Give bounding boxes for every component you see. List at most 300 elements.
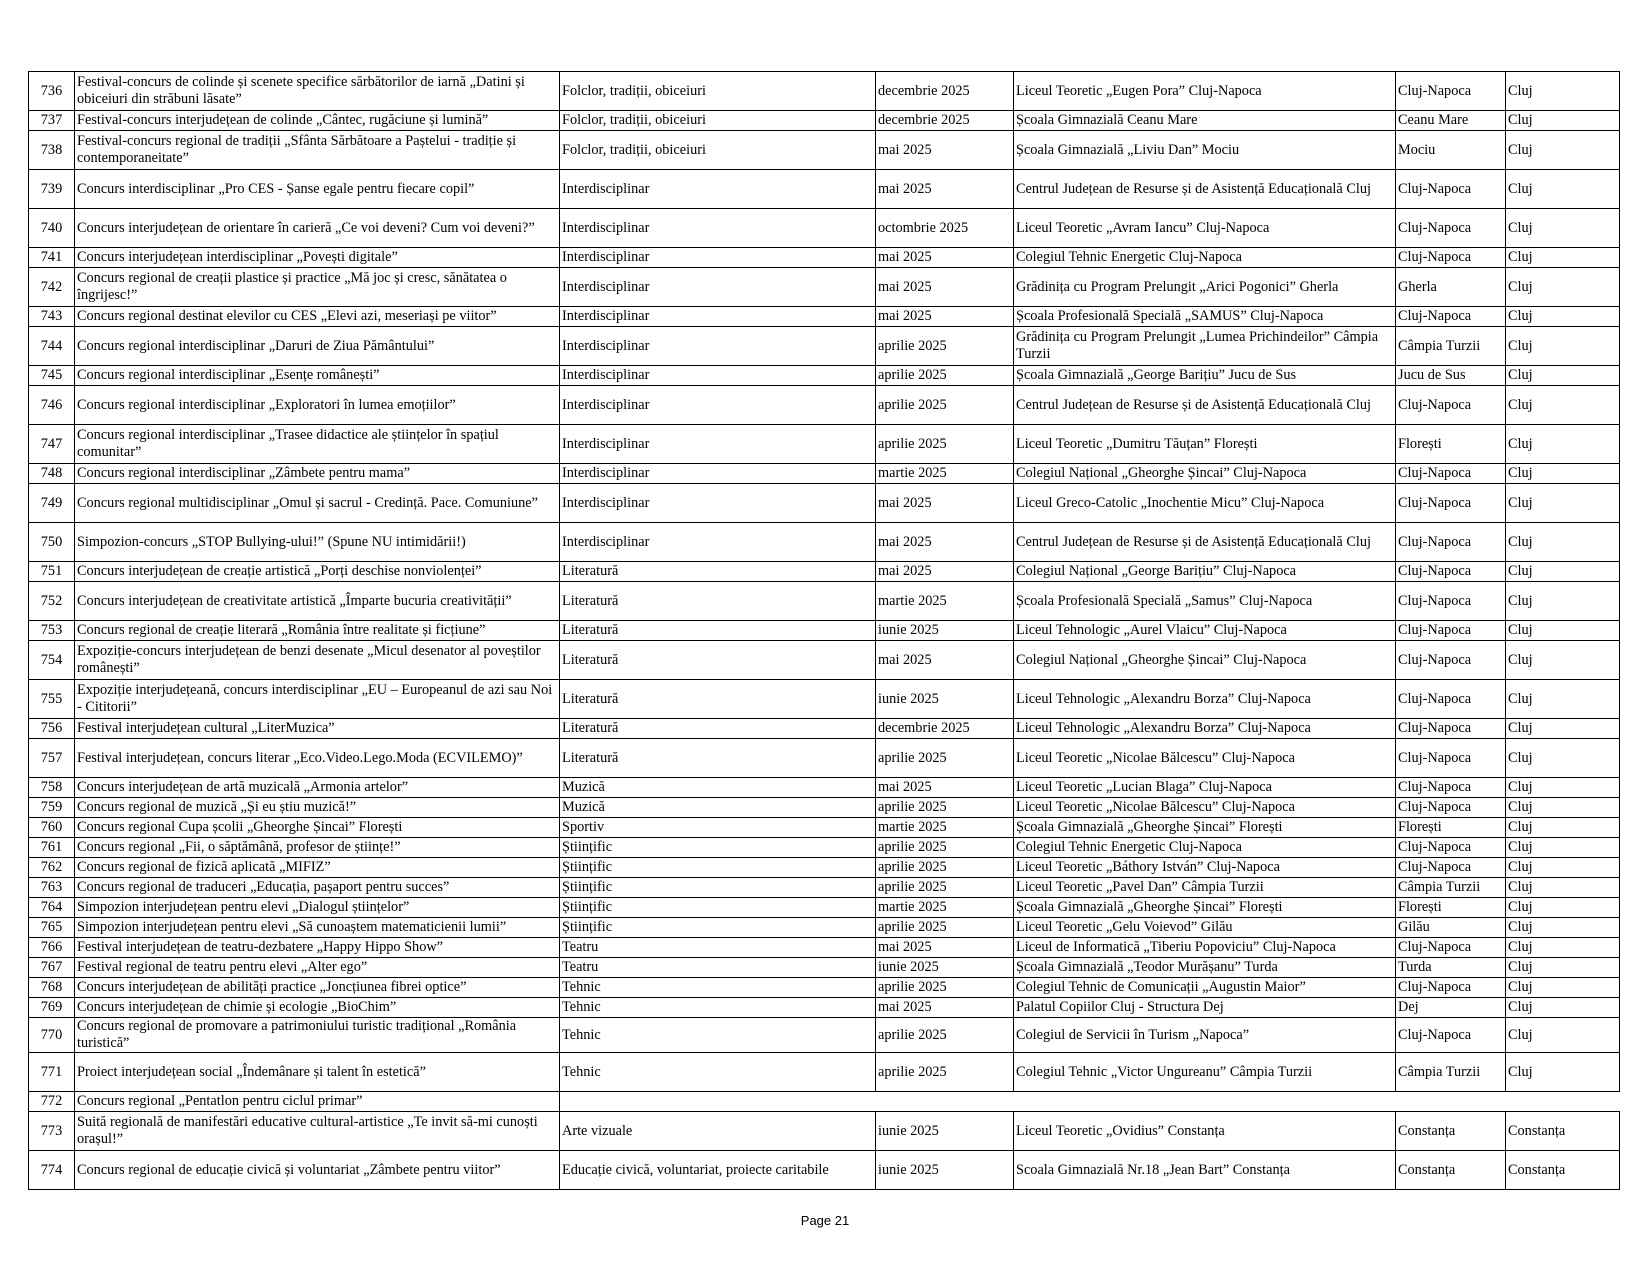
table-row bbox=[29, 248, 1620, 268]
county-cell: Cluj bbox=[1506, 641, 1620, 680]
row-number: 744 bbox=[29, 327, 75, 366]
domain-cell: Literatură bbox=[560, 562, 876, 582]
date-cell: martie 2025 bbox=[876, 464, 1014, 484]
competition-title: Concurs interjudețean interdisciplinar „Povești digitale” bbox=[75, 248, 560, 268]
row-number: 774 bbox=[29, 1151, 75, 1190]
date-cell: decembrie 2025 bbox=[876, 72, 1014, 111]
county-cell: Cluj bbox=[1506, 268, 1620, 307]
domain-cell: Arte vizuale bbox=[560, 1112, 876, 1151]
domain-cell: Folclor, tradiții, obiceiuri bbox=[560, 72, 876, 111]
row-number: 766 bbox=[29, 938, 75, 958]
date-cell: mai 2025 bbox=[876, 778, 1014, 798]
row-number: 755 bbox=[29, 680, 75, 719]
competition-title: Concurs interjudețean de chimie și ecologie „BioChim” bbox=[75, 998, 560, 1018]
date-cell: martie 2025 bbox=[876, 818, 1014, 838]
row-number: 768 bbox=[29, 978, 75, 998]
organizer-cell: Școala Gimnazială „Liviu Dan” Mociu bbox=[1014, 131, 1396, 170]
locality-cell: Cluj-Napoca bbox=[1396, 562, 1506, 582]
county-cell: Cluj bbox=[1506, 484, 1620, 523]
competition-title: Concurs regional interdisciplinar „Zâmbete pentru mama” bbox=[75, 464, 560, 484]
competition-title: Concurs interjudețean de creativitate artistică „Împarte bucuria creativității” bbox=[75, 582, 560, 621]
locality-cell: Cluj-Napoca bbox=[1396, 719, 1506, 739]
county-cell: Cluj bbox=[1506, 386, 1620, 425]
locality-cell: Florești bbox=[1396, 425, 1506, 464]
competition-title: Concurs interjudețean de artă muzicală „Armonia artelor” bbox=[75, 778, 560, 798]
competition-title: Concurs regional interdisciplinar „Daruri de Ziua Pământului” bbox=[75, 327, 560, 366]
county-cell: Cluj bbox=[1506, 72, 1620, 111]
county-cell: Cluj bbox=[1506, 1018, 1620, 1053]
domain-cell: Interdisciplinar bbox=[560, 209, 876, 248]
competition-title: Concurs regional interdisciplinar „Trasee didactice ale științelor în spațiul comunitar” bbox=[75, 425, 560, 464]
organizer-cell: Liceul Teoretic „Eugen Pora” Cluj-Napoca bbox=[1014, 72, 1396, 111]
row-number: 773 bbox=[29, 1112, 75, 1151]
county-cell: Cluj bbox=[1506, 562, 1620, 582]
domain-cell: Sportiv bbox=[560, 818, 876, 838]
organizer-cell: Școala Gimnazială „Gheorghe Șincai” Florești bbox=[1014, 898, 1396, 918]
locality-cell: Ceanu Mare bbox=[1396, 111, 1506, 131]
row-number: 757 bbox=[29, 739, 75, 778]
date-cell: mai 2025 bbox=[876, 484, 1014, 523]
domain-cell: Folclor, tradiții, obiceiuri bbox=[560, 131, 876, 170]
domain-cell: Literatură bbox=[560, 719, 876, 739]
table-row bbox=[29, 818, 1620, 838]
locality-cell: Dej bbox=[1396, 998, 1506, 1018]
row-number: 772 bbox=[29, 1092, 75, 1112]
competition-title: Expoziție interjudețeană, concurs interdisciplinar „EU – Europeanul de azi sau Noi - Cititorii” bbox=[75, 680, 560, 719]
table-row bbox=[29, 386, 1620, 425]
locality-cell: Constanța bbox=[1396, 1151, 1506, 1190]
domain-cell: Tehnic bbox=[560, 978, 876, 998]
locality-cell: Cluj-Napoca bbox=[1396, 938, 1506, 958]
date-cell: aprilie 2025 bbox=[876, 858, 1014, 878]
date-cell: aprilie 2025 bbox=[876, 978, 1014, 998]
locality-cell: Cluj-Napoca bbox=[1396, 858, 1506, 878]
date-cell: aprilie 2025 bbox=[876, 739, 1014, 778]
row-number: 771 bbox=[29, 1053, 75, 1092]
table-row bbox=[29, 170, 1620, 209]
table-row bbox=[29, 562, 1620, 582]
organizer-cell: Școala Profesională Specială „SAMUS” Cluj-Napoca bbox=[1014, 307, 1396, 327]
row-number: 758 bbox=[29, 778, 75, 798]
date-cell: iunie 2025 bbox=[876, 1112, 1014, 1151]
domain-cell: Literatură bbox=[560, 582, 876, 621]
row-number: 737 bbox=[29, 111, 75, 131]
locality-cell: Turda bbox=[1396, 958, 1506, 978]
row-number: 763 bbox=[29, 878, 75, 898]
locality-cell: Cluj-Napoca bbox=[1396, 464, 1506, 484]
table-row bbox=[29, 918, 1620, 938]
date-cell: martie 2025 bbox=[876, 898, 1014, 918]
row-number: 747 bbox=[29, 425, 75, 464]
table-row bbox=[29, 778, 1620, 798]
domain-cell: Tehnic bbox=[560, 1018, 876, 1053]
organizer-cell: Școala Gimnazială Ceanu Mare bbox=[1014, 111, 1396, 131]
competition-title: Concurs regional de promovare a patrimoniului turistic tradițional „România turistică” bbox=[75, 1018, 560, 1053]
date-cell: aprilie 2025 bbox=[876, 1053, 1014, 1092]
organizer-cell: Colegiul Național „George Barițiu” Cluj-Napoca bbox=[1014, 562, 1396, 582]
table-body bbox=[29, 72, 1620, 1190]
row-number: 767 bbox=[29, 958, 75, 978]
county-cell: Constanța bbox=[1506, 1151, 1620, 1190]
table-row bbox=[29, 858, 1620, 878]
county-cell: Cluj bbox=[1506, 582, 1620, 621]
competition-title: Expoziție-concurs interjudețean de benzi desenate „Micul desenator al poveștilor românești” bbox=[75, 641, 560, 680]
county-cell: Cluj bbox=[1506, 680, 1620, 719]
competition-title: Festival-concurs de colinde și scenete specifice sărbătorilor de iarnă „Datini și obiceiuri din străbuni lăsate” bbox=[75, 72, 560, 111]
row-number: 761 bbox=[29, 838, 75, 858]
domain-cell: Muzică bbox=[560, 798, 876, 818]
locality-cell: Mociu bbox=[1396, 131, 1506, 170]
domain-cell: Interdisciplinar bbox=[560, 523, 876, 562]
date-cell: mai 2025 bbox=[876, 131, 1014, 170]
table-row bbox=[29, 209, 1620, 248]
county-cell: Cluj bbox=[1506, 523, 1620, 562]
date-cell: iunie 2025 bbox=[876, 680, 1014, 719]
domain-cell: Interdisciplinar bbox=[560, 170, 876, 209]
county-cell: Constanța bbox=[1506, 1112, 1620, 1151]
competition-title: Festival regional de teatru pentru elevi „Alter ego” bbox=[75, 958, 560, 978]
date-cell: aprilie 2025 bbox=[876, 386, 1014, 425]
locality-cell: Cluj-Napoca bbox=[1396, 248, 1506, 268]
table-row bbox=[29, 523, 1620, 562]
domain-cell bbox=[560, 1092, 1620, 1112]
row-number: 749 bbox=[29, 484, 75, 523]
table-row bbox=[29, 111, 1620, 131]
organizer-cell: Centrul Județean de Resurse și de Asistență Educațională Cluj bbox=[1014, 523, 1396, 562]
locality-cell: Cluj-Napoca bbox=[1396, 778, 1506, 798]
table-row bbox=[29, 958, 1620, 978]
county-cell: Cluj bbox=[1506, 1053, 1620, 1092]
organizer-cell: Colegiul Tehnic „Victor Ungureanu” Câmpia Turzii bbox=[1014, 1053, 1396, 1092]
competition-title: Concurs regional interdisciplinar „Esențe românești” bbox=[75, 366, 560, 386]
competition-title: Concurs regional de creații plastice și practice „Mă joc și cresc, sănătatea o îngrijesc!” bbox=[75, 268, 560, 307]
organizer-cell: Școala Profesională Specială „Samus” Cluj-Napoca bbox=[1014, 582, 1396, 621]
row-number: 752 bbox=[29, 582, 75, 621]
domain-cell: Literatură bbox=[560, 621, 876, 641]
row-number: 746 bbox=[29, 386, 75, 425]
domain-cell: Muzică bbox=[560, 778, 876, 798]
domain-cell: Educație civică, voluntariat, proiecte caritabile bbox=[560, 1151, 876, 1190]
competition-title: Festival interjudețean cultural „LiterMuzica” bbox=[75, 719, 560, 739]
county-cell: Cluj bbox=[1506, 998, 1620, 1018]
locality-cell: Cluj-Napoca bbox=[1396, 386, 1506, 425]
organizer-cell: Liceul Teoretic „Dumitru Tăuțan” Florești bbox=[1014, 425, 1396, 464]
table-row bbox=[29, 268, 1620, 307]
competition-title: Concurs regional destinat elevilor cu CES „Elevi azi, meseriași pe viitor” bbox=[75, 307, 560, 327]
locality-cell: Cluj-Napoca bbox=[1396, 209, 1506, 248]
table-row bbox=[29, 719, 1620, 739]
table-row bbox=[29, 1112, 1620, 1151]
table-row bbox=[29, 798, 1620, 818]
row-number: 750 bbox=[29, 523, 75, 562]
domain-cell: Interdisciplinar bbox=[560, 464, 876, 484]
table-row bbox=[29, 1018, 1620, 1053]
row-number: 736 bbox=[29, 72, 75, 111]
locality-cell: Gherla bbox=[1396, 268, 1506, 307]
date-cell: mai 2025 bbox=[876, 268, 1014, 307]
domain-cell: Științific bbox=[560, 898, 876, 918]
organizer-cell: Liceul Greco-Catolic „Inochentie Micu” Cluj-Napoca bbox=[1014, 484, 1396, 523]
domain-cell: Interdisciplinar bbox=[560, 386, 876, 425]
competition-title: Concurs interjudețean de orientare în carieră „Ce voi deveni? Cum voi deveni?” bbox=[75, 209, 560, 248]
date-cell: iunie 2025 bbox=[876, 621, 1014, 641]
row-number: 753 bbox=[29, 621, 75, 641]
county-cell: Cluj bbox=[1506, 878, 1620, 898]
table-row bbox=[29, 739, 1620, 778]
date-cell: mai 2025 bbox=[876, 998, 1014, 1018]
competition-title: Concurs regional Cupa școlii „Gheorghe Șincai” Florești bbox=[75, 818, 560, 838]
competition-title: Simpozion interjudețean pentru elevi „Dialogul științelor” bbox=[75, 898, 560, 918]
row-number: 738 bbox=[29, 131, 75, 170]
locality-cell: Cluj-Napoca bbox=[1396, 978, 1506, 998]
table-row bbox=[29, 72, 1620, 111]
row-number: 769 bbox=[29, 998, 75, 1018]
table-row bbox=[29, 680, 1620, 719]
county-cell: Cluj bbox=[1506, 798, 1620, 818]
row-number: 741 bbox=[29, 248, 75, 268]
county-cell: Cluj bbox=[1506, 938, 1620, 958]
domain-cell: Literatură bbox=[560, 641, 876, 680]
table-row bbox=[29, 621, 1620, 641]
county-cell: Cluj bbox=[1506, 818, 1620, 838]
organizer-cell: Colegiul de Servicii în Turism „Napoca” bbox=[1014, 1018, 1396, 1053]
county-cell: Cluj bbox=[1506, 719, 1620, 739]
row-number: 756 bbox=[29, 719, 75, 739]
organizer-cell: Liceul Tehnologic „Alexandru Borza” Cluj-Napoca bbox=[1014, 680, 1396, 719]
domain-cell: Științific bbox=[560, 838, 876, 858]
date-cell: mai 2025 bbox=[876, 307, 1014, 327]
organizer-cell: Colegiul Tehnic Energetic Cluj-Napoca bbox=[1014, 838, 1396, 858]
domain-cell: Teatru bbox=[560, 938, 876, 958]
table-row bbox=[29, 1151, 1620, 1190]
domain-cell: Teatru bbox=[560, 958, 876, 978]
domain-cell: Interdisciplinar bbox=[560, 425, 876, 464]
row-number: 760 bbox=[29, 818, 75, 838]
competition-title: Concurs regional de traduceri „Educația, pașaport pentru succes” bbox=[75, 878, 560, 898]
county-cell: Cluj bbox=[1506, 778, 1620, 798]
row-number: 748 bbox=[29, 464, 75, 484]
county-cell: Cluj bbox=[1506, 307, 1620, 327]
domain-cell: Literatură bbox=[560, 739, 876, 778]
row-number: 754 bbox=[29, 641, 75, 680]
locality-cell: Cluj-Napoca bbox=[1396, 582, 1506, 621]
date-cell: aprilie 2025 bbox=[876, 838, 1014, 858]
county-cell: Cluj bbox=[1506, 425, 1620, 464]
organizer-cell: Colegiul Tehnic Energetic Cluj-Napoca bbox=[1014, 248, 1396, 268]
county-cell: Cluj bbox=[1506, 858, 1620, 878]
organizer-cell: Liceul Teoretic „Gelu Voievod” Gilău bbox=[1014, 918, 1396, 938]
table-row bbox=[29, 938, 1620, 958]
competition-title: Concurs regional interdisciplinar „Exploratori în lumea emoțiilor” bbox=[75, 386, 560, 425]
date-cell: aprilie 2025 bbox=[876, 1018, 1014, 1053]
county-cell: Cluj bbox=[1506, 248, 1620, 268]
date-cell: aprilie 2025 bbox=[876, 878, 1014, 898]
table-row bbox=[29, 641, 1620, 680]
locality-cell: Cluj-Napoca bbox=[1396, 641, 1506, 680]
domain-cell: Literatură bbox=[560, 680, 876, 719]
organizer-cell: Școala Gimnazială „George Barițiu” Jucu de Sus bbox=[1014, 366, 1396, 386]
date-cell: decembrie 2025 bbox=[876, 111, 1014, 131]
organizer-cell: Grădinița cu Program Prelungit „Lumea Prichindeilor” Câmpia Turzii bbox=[1014, 327, 1396, 366]
county-cell: Cluj bbox=[1506, 978, 1620, 998]
table-row bbox=[29, 1092, 1620, 1112]
county-cell: Cluj bbox=[1506, 209, 1620, 248]
locality-cell: Cluj-Napoca bbox=[1396, 484, 1506, 523]
table-row bbox=[29, 978, 1620, 998]
locality-cell: Cluj-Napoca bbox=[1396, 1018, 1506, 1053]
organizer-cell: Liceul Teoretic „Avram Iancu” Cluj-Napoca bbox=[1014, 209, 1396, 248]
date-cell: mai 2025 bbox=[876, 248, 1014, 268]
date-cell: mai 2025 bbox=[876, 523, 1014, 562]
competitions-table bbox=[28, 71, 1620, 1190]
competition-title: Festival-concurs interjudețean de colinde „Cântec, rugăciune și lumină” bbox=[75, 111, 560, 131]
competition-title: Simpozion-concurs „STOP Bullying-ului!” (Spune NU intimidării!) bbox=[75, 523, 560, 562]
locality-cell: Cluj-Napoca bbox=[1396, 798, 1506, 818]
competition-title: Concurs regional „Fii, o săptămână, profesor de științe!” bbox=[75, 838, 560, 858]
table-row bbox=[29, 327, 1620, 366]
date-cell: decembrie 2025 bbox=[876, 719, 1014, 739]
organizer-cell: Liceul de Informatică „Tiberiu Popoviciu” Cluj-Napoca bbox=[1014, 938, 1396, 958]
locality-cell: Florești bbox=[1396, 898, 1506, 918]
table-row bbox=[29, 307, 1620, 327]
row-number: 743 bbox=[29, 307, 75, 327]
county-cell: Cluj bbox=[1506, 621, 1620, 641]
competition-title: Concurs interjudețean de abilități practice „Joncțiunea fibrei optice” bbox=[75, 978, 560, 998]
competition-title: Concurs regional de fizică aplicată „MIFIZ” bbox=[75, 858, 560, 878]
domain-cell: Interdisciplinar bbox=[560, 327, 876, 366]
organizer-cell: Scoala Gimnazială Nr.18 „Jean Bart” Constanța bbox=[1014, 1151, 1396, 1190]
row-number: 745 bbox=[29, 366, 75, 386]
table-row bbox=[29, 582, 1620, 621]
competition-title: Festival interjudețean, concurs literar „Eco.Video.Lego.Moda (ECVILEMO)” bbox=[75, 739, 560, 778]
locality-cell: Constanța bbox=[1396, 1112, 1506, 1151]
locality-cell: Cluj-Napoca bbox=[1396, 170, 1506, 209]
domain-cell: Interdisciplinar bbox=[560, 248, 876, 268]
organizer-cell: Școala Gimnazială „Gheorghe Șincai” Florești bbox=[1014, 818, 1396, 838]
date-cell: mai 2025 bbox=[876, 641, 1014, 680]
date-cell: mai 2025 bbox=[876, 938, 1014, 958]
date-cell: martie 2025 bbox=[876, 582, 1014, 621]
date-cell: aprilie 2025 bbox=[876, 425, 1014, 464]
date-cell: iunie 2025 bbox=[876, 1151, 1014, 1190]
locality-cell: Cluj-Napoca bbox=[1396, 838, 1506, 858]
locality-cell: Câmpia Turzii bbox=[1396, 878, 1506, 898]
table-row bbox=[29, 878, 1620, 898]
organizer-cell: Liceul Teoretic „Nicolae Bălcescu” Cluj-Napoca bbox=[1014, 798, 1396, 818]
domain-cell: Folclor, tradiții, obiceiuri bbox=[560, 111, 876, 131]
table-row bbox=[29, 425, 1620, 464]
county-cell: Cluj bbox=[1506, 170, 1620, 209]
competition-title: Concurs regional „Pentatlon pentru ciclul primar” bbox=[75, 1092, 560, 1112]
competition-title: Concurs regional de educație civică și voluntariat „Zâmbete pentru viitor” bbox=[75, 1151, 560, 1190]
date-cell: mai 2025 bbox=[876, 170, 1014, 209]
row-number: 770 bbox=[29, 1018, 75, 1053]
locality-cell: Câmpia Turzii bbox=[1396, 1053, 1506, 1092]
organizer-cell: Școala Gimnazială „Teodor Murășanu” Turda bbox=[1014, 958, 1396, 978]
table-row bbox=[29, 838, 1620, 858]
row-number: 740 bbox=[29, 209, 75, 248]
date-cell: aprilie 2025 bbox=[876, 366, 1014, 386]
table-row bbox=[29, 484, 1620, 523]
county-cell: Cluj bbox=[1506, 918, 1620, 938]
domain-cell: Interdisciplinar bbox=[560, 366, 876, 386]
date-cell: aprilie 2025 bbox=[876, 798, 1014, 818]
county-cell: Cluj bbox=[1506, 131, 1620, 170]
date-cell: aprilie 2025 bbox=[876, 327, 1014, 366]
locality-cell: Cluj-Napoca bbox=[1396, 523, 1506, 562]
organizer-cell: Palatul Copiilor Cluj - Structura Dej bbox=[1014, 998, 1396, 1018]
organizer-cell: Liceul Tehnologic „Alexandru Borza” Cluj-Napoca bbox=[1014, 719, 1396, 739]
date-cell: iunie 2025 bbox=[876, 958, 1014, 978]
competition-title: Concurs regional multidisciplinar „Omul și sacrul - Credință. Pace. Comuniune” bbox=[75, 484, 560, 523]
locality-cell: Cluj-Napoca bbox=[1396, 739, 1506, 778]
table-row bbox=[29, 1053, 1620, 1092]
row-number: 764 bbox=[29, 898, 75, 918]
county-cell: Cluj bbox=[1506, 327, 1620, 366]
page-number: Page 21 bbox=[800, 1213, 850, 1228]
locality-cell: Cluj-Napoca bbox=[1396, 307, 1506, 327]
table-row bbox=[29, 898, 1620, 918]
county-cell: Cluj bbox=[1506, 111, 1620, 131]
date-cell: mai 2025 bbox=[876, 562, 1014, 582]
competition-title: Concurs interjudețean de creație artistică „Porți deschise nonviolenței” bbox=[75, 562, 560, 582]
domain-cell: Științific bbox=[560, 918, 876, 938]
table-row bbox=[29, 366, 1620, 386]
organizer-cell: Liceul Teoretic „Nicolae Bălcescu” Cluj-Napoca bbox=[1014, 739, 1396, 778]
competition-title: Festival-concurs regional de tradiții „Sfânta Sărbătoare a Paștelui - tradiție și contemporaneitate” bbox=[75, 131, 560, 170]
organizer-cell: Centrul Județean de Resurse și de Asistență Educațională Cluj bbox=[1014, 386, 1396, 425]
row-number: 762 bbox=[29, 858, 75, 878]
county-cell: Cluj bbox=[1506, 958, 1620, 978]
organizer-cell: Colegiul Național „Gheorghe Șincai” Cluj-Napoca bbox=[1014, 464, 1396, 484]
county-cell: Cluj bbox=[1506, 366, 1620, 386]
domain-cell: Științific bbox=[560, 858, 876, 878]
county-cell: Cluj bbox=[1506, 838, 1620, 858]
organizer-cell: Liceul Teoretic „Lucian Blaga” Cluj-Napoca bbox=[1014, 778, 1396, 798]
locality-cell: Gilău bbox=[1396, 918, 1506, 938]
domain-cell: Tehnic bbox=[560, 998, 876, 1018]
organizer-cell: Colegiul Tehnic de Comunicații „Augustin Maior” bbox=[1014, 978, 1396, 998]
row-number: 751 bbox=[29, 562, 75, 582]
date-cell: octombrie 2025 bbox=[876, 209, 1014, 248]
table-row bbox=[29, 464, 1620, 484]
county-cell: Cluj bbox=[1506, 898, 1620, 918]
domain-cell: Științific bbox=[560, 878, 876, 898]
row-number: 759 bbox=[29, 798, 75, 818]
organizer-cell: Grădinița cu Program Prelungit „Arici Pogonici” Gherla bbox=[1014, 268, 1396, 307]
table-row bbox=[29, 131, 1620, 170]
competition-title: Proiect interjudețean social „Îndemânare și talent în estetică” bbox=[75, 1053, 560, 1092]
competition-title: Festival interjudețean de teatru-dezbatere „Happy Hippo Show” bbox=[75, 938, 560, 958]
table-row bbox=[29, 998, 1620, 1018]
competition-title: Concurs regional de creație literară „România între realitate și ficțiune” bbox=[75, 621, 560, 641]
county-cell: Cluj bbox=[1506, 739, 1620, 778]
organizer-cell: Liceul Tehnologic „Aurel Vlaicu” Cluj-Napoca bbox=[1014, 621, 1396, 641]
domain-cell: Interdisciplinar bbox=[560, 484, 876, 523]
organizer-cell: Liceul Teoretic „Pavel Dan” Câmpia Turzii bbox=[1014, 878, 1396, 898]
competition-title: Concurs regional de muzică „Și eu știu muzică!” bbox=[75, 798, 560, 818]
locality-cell: Câmpia Turzii bbox=[1396, 327, 1506, 366]
locality-cell: Cluj-Napoca bbox=[1396, 72, 1506, 111]
competition-title: Suită regională de manifestări educative cultural-artistice „Te invit să-mi cunoști orașul!” bbox=[75, 1112, 560, 1151]
row-number: 765 bbox=[29, 918, 75, 938]
locality-cell: Cluj-Napoca bbox=[1396, 621, 1506, 641]
organizer-cell: Colegiul Național „Gheorghe Șincai” Cluj-Napoca bbox=[1014, 641, 1396, 680]
domain-cell: Interdisciplinar bbox=[560, 307, 876, 327]
organizer-cell: Centrul Județean de Resurse și de Asistență Educațională Cluj bbox=[1014, 170, 1396, 209]
date-cell: aprilie 2025 bbox=[876, 918, 1014, 938]
row-number: 739 bbox=[29, 170, 75, 209]
